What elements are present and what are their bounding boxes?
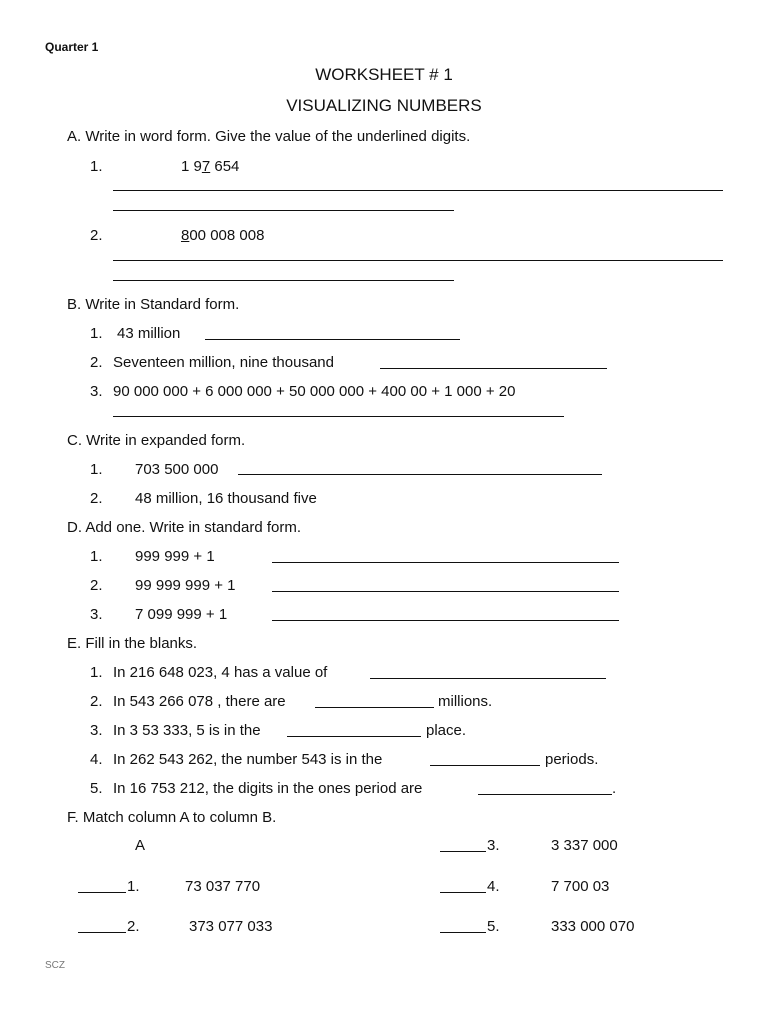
section-d-item-number: 1.: [90, 548, 103, 565]
section-b-item-text: 43 million: [117, 325, 181, 342]
section-e-item-suffix: periods.: [545, 751, 599, 768]
section-c-item-number: 2.: [90, 490, 103, 507]
section-d-item-text: 999 999 + 1: [135, 548, 215, 565]
match-blank[interactable]: [78, 892, 126, 893]
section-d-item-text: 7 099 999 + 1: [135, 606, 228, 623]
section-a-item-value: [181, 158, 239, 175]
underlined-digit: 8: [181, 227, 190, 244]
section-e-item-text: In 16 753 212, the digits in the ones period are: [113, 780, 423, 797]
answer-line[interactable]: [113, 416, 564, 417]
column-b-value: 333 000 070: [551, 918, 635, 935]
section-b-item-number: 3.: [90, 383, 103, 400]
section-b-item-text: Seventeen million, nine thousand: [113, 354, 334, 371]
section-c-item-text: 703 500 000: [135, 461, 219, 478]
section-d-heading: D. Add one. Write in standard form.: [67, 519, 302, 536]
blank-line[interactable]: [287, 736, 421, 737]
section-a-heading: A. Write in word form. Give the value of the underlined digits.: [67, 128, 471, 145]
blank-line[interactable]: [370, 678, 606, 679]
answer-line[interactable]: [205, 339, 460, 340]
column-b-value: 3 337 000: [551, 837, 618, 854]
section-b-item-text: 90 000 000 + 6 000 000 + 50 000 000 + 400 00 + 1 000 + 20: [113, 383, 516, 400]
column-a-number: 1.: [127, 878, 140, 895]
answer-line[interactable]: [113, 190, 723, 191]
section-d-item-text: 99 999 999 + 1: [135, 577, 236, 594]
answer-line[interactable]: [113, 260, 723, 261]
blank-line[interactable]: [315, 707, 434, 708]
blank-line[interactable]: [430, 765, 540, 766]
value-pre: 1 9: [181, 158, 202, 175]
worksheet-title: WORKSHEET # 1: [315, 65, 453, 84]
section-e-item-number: 1.: [90, 664, 103, 681]
quarter-label: Quarter 1: [45, 40, 99, 54]
section-a-item-value: [181, 227, 264, 244]
section-e-item-suffix: .: [612, 780, 617, 797]
section-d-item-number: 2.: [90, 577, 103, 594]
section-d-item-number: 3.: [90, 606, 103, 623]
answer-line[interactable]: [113, 280, 454, 281]
match-blank[interactable]: [440, 851, 486, 852]
column-a-number: 2.: [127, 918, 140, 935]
section-f-heading: F. Match column A to column B.: [67, 809, 277, 826]
section-e-item-suffix: place.: [426, 722, 467, 739]
column-a-label: A: [135, 837, 146, 854]
column-b-value: 7 700 03: [551, 878, 610, 895]
section-e-item-text: In 543 266 078 , there are: [113, 693, 286, 710]
answer-line[interactable]: [272, 620, 619, 621]
section-b-item-number: 1.: [90, 325, 103, 342]
answer-line[interactable]: [238, 474, 602, 475]
value-post: 654: [210, 158, 240, 175]
section-e-item-number: 4.: [90, 751, 103, 768]
section-b-heading: B. Write in Standard form.: [67, 296, 240, 313]
value-post: 00 008 008: [189, 227, 265, 244]
section-c-item-text: 48 million, 16 thousand five: [135, 490, 317, 507]
section-e-item-text: In 3 53 333, 5 is in the: [113, 722, 261, 739]
match-blank[interactable]: [440, 932, 486, 933]
section-e-item-number: 5.: [90, 780, 103, 797]
column-b-number: 3.: [487, 837, 500, 854]
underlined-digit: 7: [201, 158, 211, 175]
blank-line[interactable]: [478, 794, 612, 795]
answer-line[interactable]: [380, 368, 607, 369]
section-e-item-suffix: millions.: [438, 693, 493, 710]
section-c-heading: C. Write in expanded form.: [67, 432, 246, 449]
match-blank[interactable]: [78, 932, 126, 933]
footer-mark: SCZ: [45, 960, 65, 971]
section-e-heading: E. Fill in the blanks.: [67, 635, 198, 652]
column-a-value: 73 037 770: [185, 878, 261, 895]
answer-line[interactable]: [272, 562, 619, 563]
section-a-item-number: 2.: [90, 227, 103, 244]
match-blank[interactable]: [440, 892, 486, 893]
worksheet-subtitle: VISUALIZING NUMBERS: [286, 96, 482, 115]
section-e-item-number: 2.: [90, 693, 103, 710]
answer-line[interactable]: [113, 210, 454, 211]
section-e-item-text: In 216 648 023, 4 has a value of: [113, 664, 328, 681]
section-e-item-number: 3.: [90, 722, 103, 739]
section-c-item-number: 1.: [90, 461, 103, 478]
column-b-number: 4.: [487, 878, 500, 895]
answer-line[interactable]: [272, 591, 619, 592]
section-b-item-number: 2.: [90, 354, 103, 371]
column-b-number: 5.: [487, 918, 500, 935]
section-e-item-text: In 262 543 262, the number 543 is in the: [113, 751, 383, 768]
column-a-value: 373 077 033: [189, 918, 273, 935]
section-a-item-number: 1.: [90, 158, 103, 175]
